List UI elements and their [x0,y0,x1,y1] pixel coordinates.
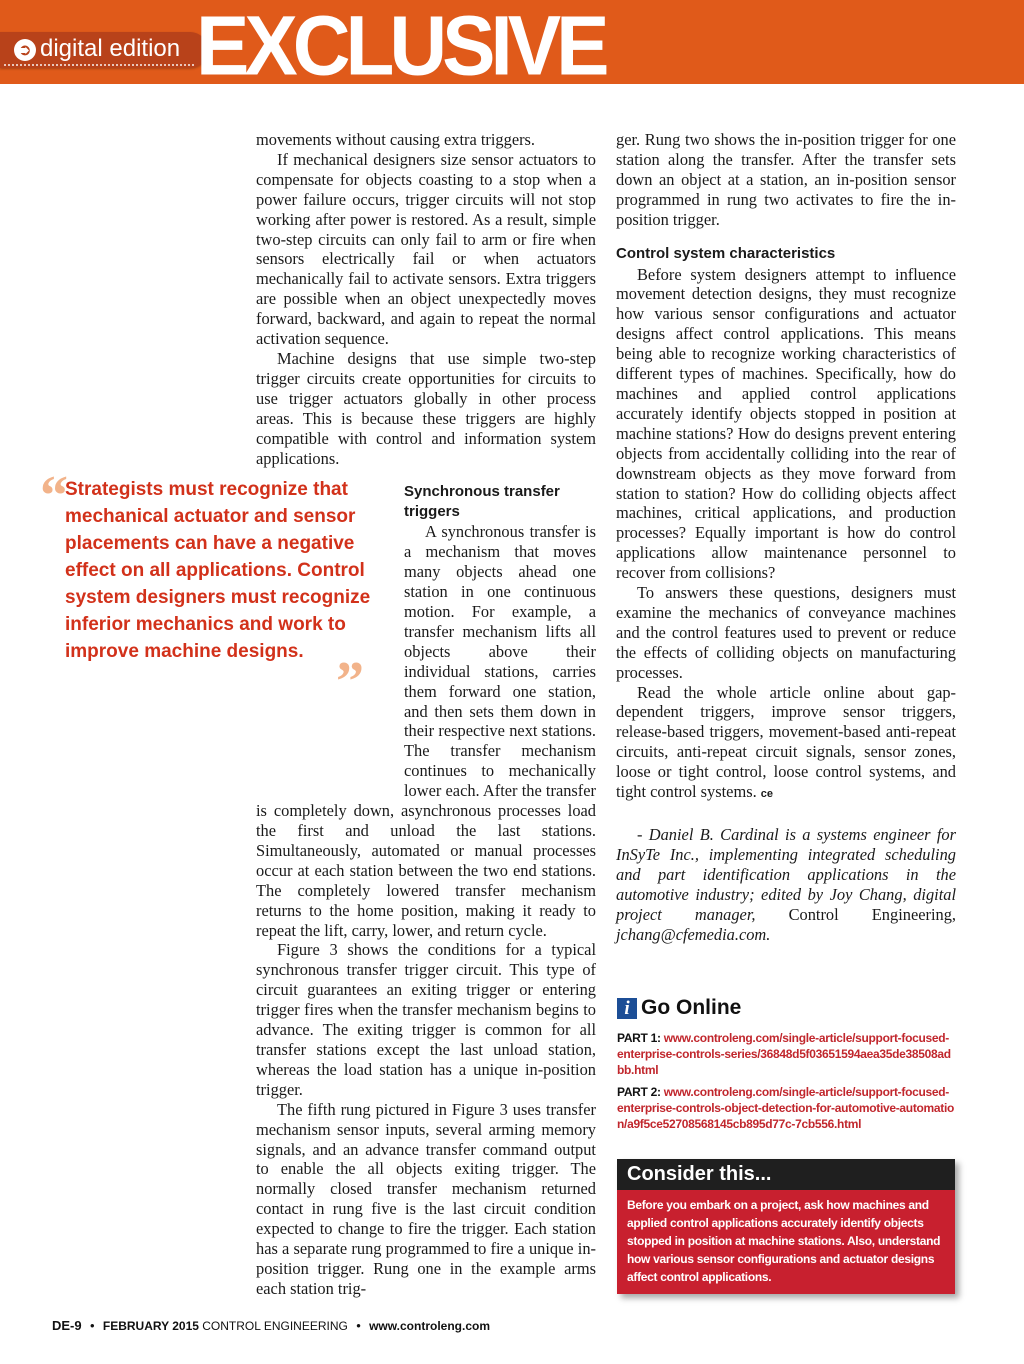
article-column-2 [616,130,956,944]
header-banner [0,0,1024,84]
page-footer [52,1318,490,1333]
consider-body: Before you embark on a project, ask how machines and applied control applications accurately identify objects stopped in position at machine stations. Also, understand how various sensor configurations and actuator designs affect control applications. [627,1198,941,1284]
paragraph-text: Read the whole article online about gap-dependent triggers, improve sensor triggers, release-based triggers, movement-based anti-repeat circuits, anti-repeat circuit signals, sensor zones, loose or tight control, loose control systems, and tight control systems. [616,682,956,802]
open-quote-icon: “ [40,465,68,527]
consider-title: Consider this... [617,1159,955,1190]
page-number: DE-9 [52,1318,82,1333]
go-online-title: Go Online [641,996,742,1019]
end-mark: ce [760,788,774,801]
section-heading: Synchronous transfer triggers [404,483,560,521]
bullet-icon: • [356,1318,361,1333]
paragraph: To answers these questions, designers must examine the mechanics of conveyance machines and the control features used to prevent or reduce the effects of colliding objects on manufacturing processes. [616,583,956,682]
issue-date: FEBRUARY 2015 [102,1319,199,1333]
article-link[interactable]: www.controleng.com/single-article/support-focused-enterprise-controls-series/36848d5f03651594aea35de38508adbb.html [617,1031,951,1077]
author-bio [616,825,956,944]
paragraph: If mechanical designers size sensor actuators to compensate for objects coasting to a stop when a power failure occurs, trigger circuits will not stop working after power is restored. As a result, simple two-step circuits can only fail to arm or fire when sensors electrically fail or when actuators mechanically fail to activate sensors. Extra triggers are possible when an object unexpectedly moves forward, backward, and again to repeat the normal activation sequence. [256,149,596,349]
info-icon: i [617,998,637,1019]
link-part-2 [617,1084,955,1132]
paragraph: ger. Rung two shows the in-position trigger for one station along the transfer. After the transfer sets down an object at a station, an in-position sensor programmed in rung two activates to fire the in-position trigger. [616,130,956,229]
arrow-right-icon: ➲ [14,39,36,61]
paragraph: The fifth rung pictured in Figure 3 uses transfer mechanism sensor inputs, several arming memory signals, and an advance transfer command output to enable the all objects exiting trigger. The normally closed transfer mechanism returned contact in rung five is the last circuit condition expected to change to fire the trigger. Each station has a separate rung programmed to fire a unique in-position trigger. Rung one in the example arms each station trig- [256,1099,596,1298]
pull-quote-text: Strategists must recognize that mechanical actuator and sensor placements can have a negative effect on all applications. Control system designers must recognize inferior mechanics and work to improve machine designs. [65,479,371,662]
dotted-divider [4,64,194,66]
digital-edition-pill [0,32,208,68]
part-label: PART 2: [617,1085,661,1099]
website-link[interactable]: www.controleng.com [369,1319,490,1333]
link-part-1 [617,1030,955,1078]
go-online-box [617,998,955,1132]
paragraph: Machine designs that use simple two-step trigger circuits create opportunities for circuits to use trigger actuators globally in other process areas. This is because these triggers are highly compatible with control and information system applications. [256,348,596,468]
magazine-title: CONTROL ENGINEERING [202,1319,348,1333]
consider-this-box [617,1159,955,1294]
go-online-header [617,998,955,1024]
bio-text: - Daniel B. Cardinal is a systems engineer for InSyTe Inc., implementing integrated scheduling and part identification applications in the automotive industry; edited by Joy Chang, digital project manager, [616,825,956,924]
paragraph [616,683,956,805]
paragraph: Figure 3 shows the conditions for a typical synchronous transfer trigger circuit. This type of circuit guarantees an exiting trigger or entering trigger fires when the transfer mechanism begins to advance. The exiting trigger is common for all transfer stations except the last unload station, whereas the load station has a unique in-position trigger. [256,940,596,1099]
part-label: PART 1: [617,1031,661,1045]
bullet-icon: • [89,1318,95,1333]
section-heading: Control system characteristics [616,244,836,262]
paragraph: Before system designers attempt to influence movement detection designs, they must recognize how various sensor configurations and actuator designs affect control applications. This means being able to recognize working characteristics of different types of machines. Specifically, how do machines and applied control applications accurately identify objects stopped in position at machine stations? How do designs prevent entering objects from accidentally colliding into the rear of downstream objects as they move forward from station to station? How do colliding objects affect machines, critical applications, and production processes? Equally important is how do control applications allow maintenance personnel to recover from collisions? [616,264,956,583]
magazine-name: Control Engineering, [788,904,956,924]
author-email[interactable]: jchang@cfemedia.com. [616,924,771,944]
digital-edition-label: digital edition [40,35,181,62]
pull-quote-wrap-space [256,468,402,786]
article-link[interactable]: www.controleng.com/single-article/support-focused-enterprise-controls-object-detection-for-automotive-automation/a9f5ce52708568145cb895d77c-7cb556.html [617,1085,955,1131]
exclusive-title: EXCLUSIVE [196,0,605,84]
paragraph: A synchronous transfer is a mechanism that moves many objects ahead one station in one continuous motion. For example, a transfer mechanism lifts all objects above their individual stations, carries them forward one station, and then sets them down in their respective next stations. The transfer mechanism continues to mechanically lower each. After the transfer is completely down, asynchronous processes load the first and unload the last stations. Simultaneously, automated or manual processes occur at each station between the two end stations. The completely lowered transfer mechanism returns to the home position, making it ready to repeat the lift, carry, lower, and return cycle. [256,522,596,940]
article-column-1 [256,130,596,1299]
close-quote-icon: ” [336,651,364,713]
paragraph: movements without causing extra triggers. [256,130,536,149]
